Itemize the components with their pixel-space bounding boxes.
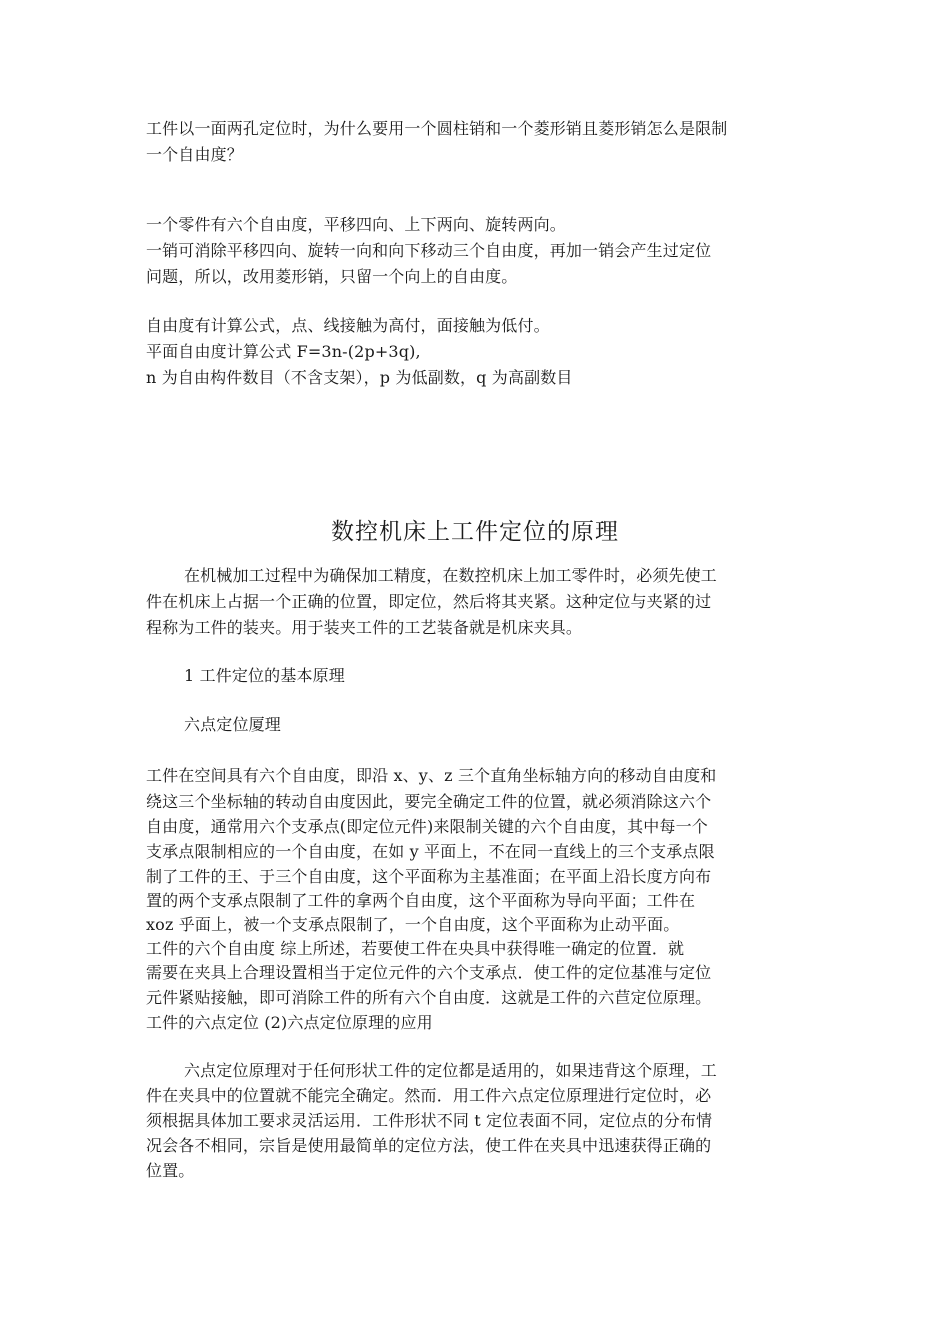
application-line-3: 须根据具体加工要求灵活运用．工件形状不同 t 定位表面不同，定位点的分布情	[146, 1111, 713, 1130]
intro-line-2: 件在机床上占据一个正确的位置，即定位，然后将其夹紧。这种定位与夹紧的过	[146, 592, 712, 611]
application-line-2: 件在夹具中的位置就不能完全确定。然而．用工件六点定位原理进行定位时，必	[146, 1086, 712, 1105]
answer-line-1: 一个零件有六个自由度，平移四向、上下两向、旋转两向。	[146, 215, 566, 234]
question-line-1: 工件以一面两孔定位时，为什么要用一个圆柱销和一个菱形销且菱形销怎么是限制	[146, 119, 728, 138]
section-heading-2: 六点定位厦理	[184, 715, 281, 734]
body-line-5: 制了工件的王、于三个自由度，这个平面称为主基准面；在平面上沿长度方向布	[146, 867, 712, 886]
body-line-1: 工件在空间具有六个自由度，即沿 x、y、z 三个直角坐标轴方向的移动自由度和	[146, 766, 717, 785]
answer-line-2: 一销可消除平移四向、旋转一向和向下移动三个自由度，再加一销会产生过定位	[146, 241, 712, 260]
answer-line-3: 问题，所以，改用菱形销，只留一个向上的自由度。	[146, 267, 518, 286]
application-line-1: 六点定位原理对于任何形状工件的定位都是适用的，如果违背这个原理，工	[184, 1061, 717, 1080]
body-line-2: 绕这三个坐标轴的转动自由度因此，要完全确定工件的位置，就必须消除这六个	[146, 792, 712, 811]
intro-line-3: 程称为工件的装夹。用于装夹工件的工艺装备就是机床夹具。	[146, 618, 583, 637]
body-line-8: 工件的六个自由度 综上所述，若要使工件在央具中获得唯一确定的位置．就	[146, 939, 685, 958]
body-line-6: 置的两个支承点限制了工件的拿两个自由度，这个平面称为导向平面；工件在	[146, 891, 696, 910]
body-line-11: 工件的六点定位 (2)六点定位原理的应用	[146, 1013, 433, 1032]
article-title: 数控机床上工件定位的原理	[331, 519, 619, 545]
formula-line-1: 自由度有计算公式，点、线接触为高付，面接触为低付。	[146, 316, 550, 335]
formula-line-2: 平面自由度计算公式 F=3n-(2p+3q),	[146, 342, 421, 361]
section-heading-1: 1 工件定位的基本原理	[184, 666, 345, 685]
body-line-3: 自由度，通常用六个支承点(即定位元件)来限制关键的六个自由度，其中每一个	[146, 817, 708, 836]
application-line-4: 况会各不相同，宗旨是使用最简单的定位方法，使工件在夹具中迅速获得正确的	[146, 1136, 712, 1155]
body-line-10: 元件紧贴接触，即可消除工件的所有六个自由度．这就是工件的六苣定位原理。	[146, 988, 712, 1007]
body-line-4: 支承点限制相应的一个自由度，在如 y 平面上，不在同一直线上的三个支承点限	[146, 842, 715, 861]
body-line-9: 需要在夹具上合理设置相当于定位元件的六个支承点．使工件的定位基准与定位	[146, 963, 712, 982]
intro-line-1: 在机械加工过程中为确保加工精度，在数控机床上加工零件时，必须先使工	[184, 566, 717, 585]
formula-line-3: n 为自由构件数目（不含支架），p 为低副数，q 为高副数目	[146, 368, 573, 387]
application-line-5: 位置。	[146, 1161, 195, 1180]
body-line-7: xoz 乎面上，被一个支承点限制了，一个自由度，这个平面称为止动平面。	[146, 915, 680, 934]
question-line-2: 一个自由度？	[146, 145, 243, 164]
